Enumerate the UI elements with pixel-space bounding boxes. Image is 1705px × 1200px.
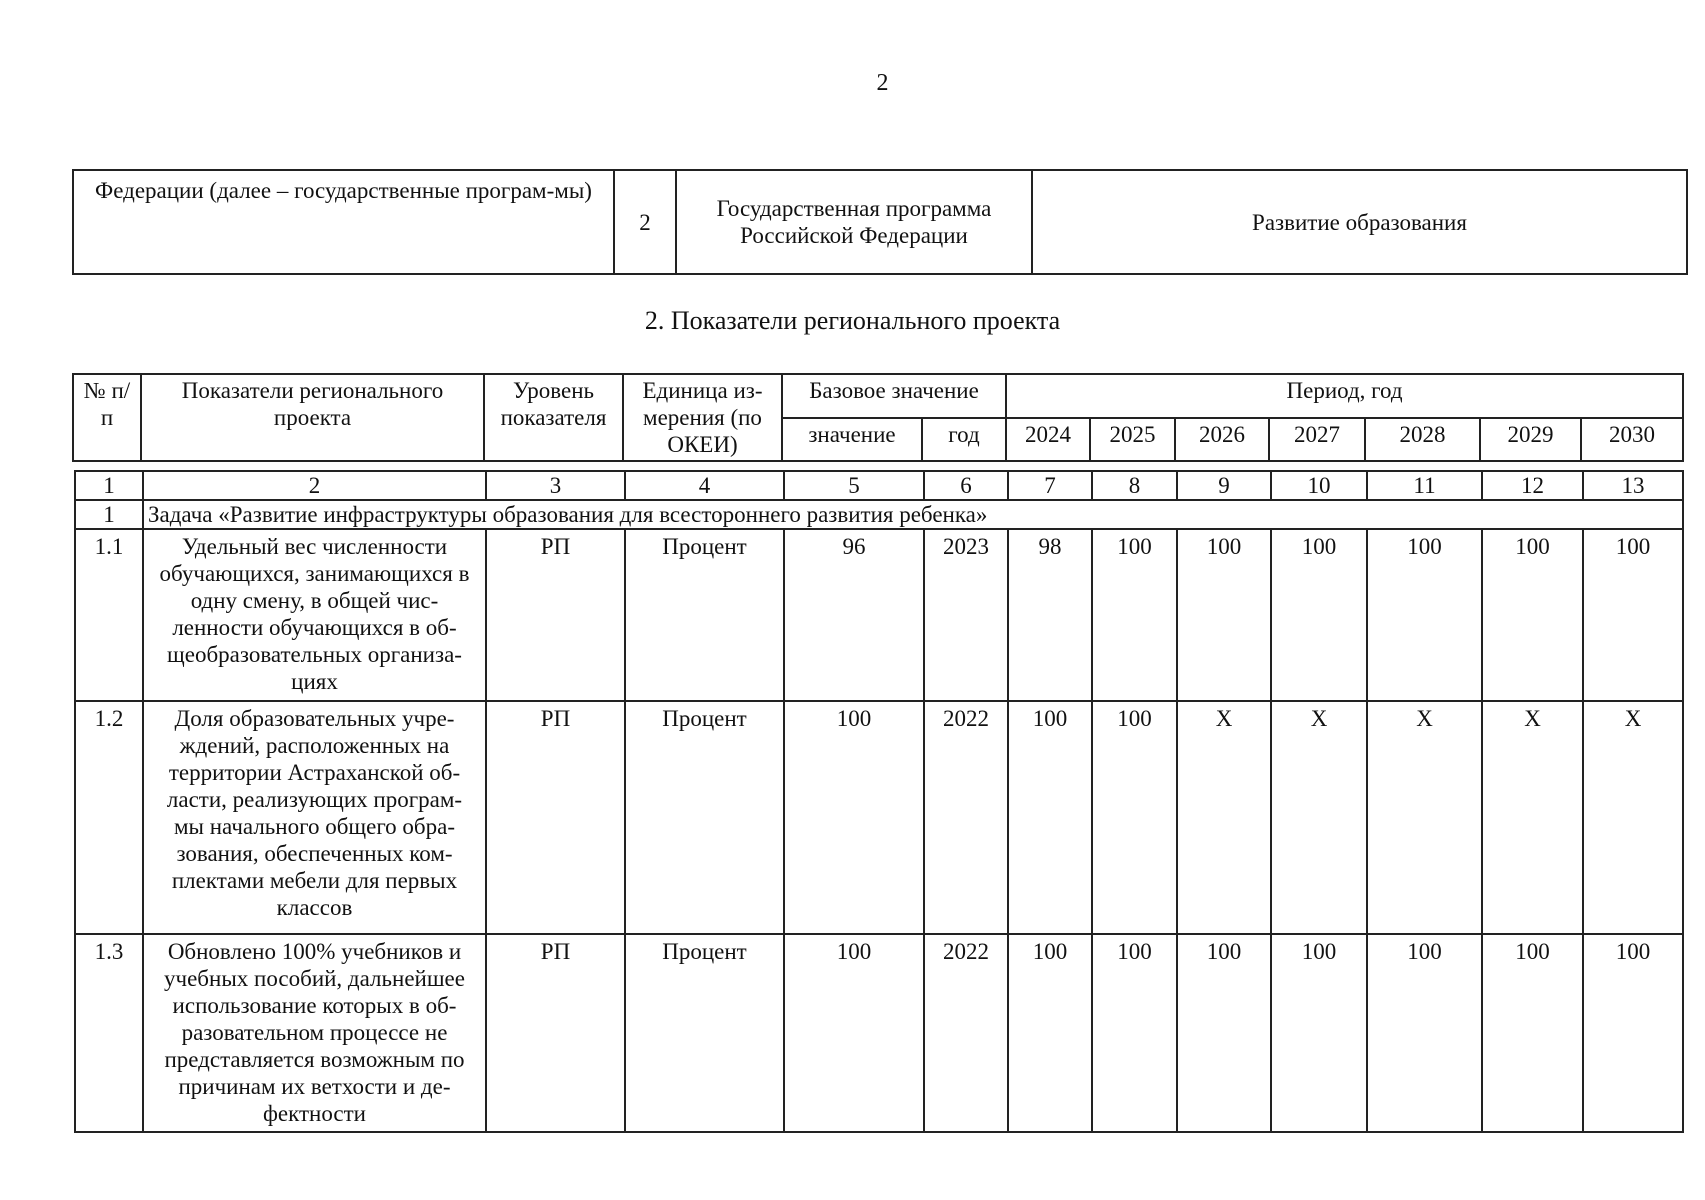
row-num: 1.1 [75, 529, 143, 701]
header-year: 2028 [1365, 418, 1480, 462]
column-number: 12 [1482, 471, 1583, 500]
indicators-table [74, 470, 1684, 1133]
row-year-value: 100 [1177, 934, 1271, 1132]
header-indicator: Показатели регионального проекта [141, 374, 484, 461]
column-number: 6 [924, 471, 1008, 500]
row-indicator-name: Обновлено 100% учебников и учебных пособий, дальнейшее использование которых в об-разовательном процессе не представляется возможным по причинам их ветхости и де-фектности [143, 934, 486, 1132]
row-indicator-name: Доля образовательных учре-ждений, расположенных на территории Астраханской об-ласти, реализующих програм-мы начального общего обра-зования, обеспеченных ком-плектами мебели для первых классов [143, 701, 486, 934]
column-number: 3 [486, 471, 625, 500]
row-year-value: 100 [1008, 934, 1092, 1132]
task-num: 1 [75, 500, 143, 529]
column-number: 11 [1367, 471, 1482, 500]
program-info-number: 2 [614, 170, 676, 274]
section-title: 2. Показатели регионального проекта [644, 306, 1061, 335]
row-unit: Процент [625, 701, 784, 934]
row-base-year: 2022 [924, 701, 1008, 934]
indicators-header-table [72, 373, 1684, 462]
task-row [75, 500, 1683, 529]
row-base-value: 96 [784, 529, 924, 701]
program-info-table [72, 169, 1688, 275]
row-base-value: 100 [784, 701, 924, 934]
header-unit: Единица из-мерения (по ОКЕИ) [623, 374, 782, 461]
row-year-value: 100 [1008, 701, 1092, 934]
row-base-year: 2022 [924, 934, 1008, 1132]
row-year-value: 100 [1583, 529, 1683, 701]
row-base-value: 100 [784, 934, 924, 1132]
row-year-value: X [1482, 701, 1583, 934]
row-level: РП [486, 529, 625, 701]
row-base-year: 2023 [924, 529, 1008, 701]
row-year-value: 100 [1367, 529, 1482, 701]
row-unit: Процент [625, 529, 784, 701]
row-year-value: 100 [1092, 701, 1177, 934]
row-year-value: 100 [1583, 934, 1683, 1132]
column-number: 5 [784, 471, 924, 500]
header-period: Период, год [1006, 374, 1683, 418]
column-number: 10 [1271, 471, 1367, 500]
row-year-value: X [1271, 701, 1367, 934]
header-year: 2029 [1480, 418, 1581, 462]
program-type-cell: Государственная программа Российской Федерации [676, 170, 1032, 274]
header-year: 2025 [1090, 418, 1175, 462]
program-name-cell: Развитие образования [1032, 170, 1687, 274]
task-text: Задача «Развитие инфраструктуры образования для всестороннего развития ребенка» [143, 500, 1683, 529]
column-number: 9 [1177, 471, 1271, 500]
column-number: 8 [1092, 471, 1177, 500]
row-num: 1.2 [75, 701, 143, 934]
row-level: РП [486, 934, 625, 1132]
header-row-1 [73, 374, 1683, 418]
row-year-value: 100 [1271, 529, 1367, 701]
row-year-value: 100 [1092, 934, 1177, 1132]
program-info-left-text: Федерации (далее – государственные програм-мы) [73, 170, 614, 274]
column-number: 2 [143, 471, 486, 500]
header-num: № п/п [73, 374, 141, 461]
table-row [75, 934, 1683, 1132]
header-year: 2027 [1269, 418, 1365, 462]
row-year-value: 100 [1367, 934, 1482, 1132]
row-indicator-name: Удельный вес численности обучающихся, занимающихся в одну смену, в общей чис-ленности обучающихся в об-щеобразовательных организа-циях [143, 529, 486, 701]
row-year-value: 100 [1482, 934, 1583, 1132]
row-level: РП [486, 701, 625, 934]
column-number: 7 [1008, 471, 1092, 500]
row-year-value: 98 [1008, 529, 1092, 701]
header-base-year: год [922, 418, 1006, 462]
row-unit: Процент [625, 934, 784, 1132]
program-info-row [73, 170, 1687, 274]
row-year-value: X [1177, 701, 1271, 934]
row-year-value: X [1367, 701, 1482, 934]
table-row [75, 529, 1683, 701]
row-year-value: X [1583, 701, 1683, 934]
header-base-value: значение [782, 418, 922, 462]
column-number: 1 [75, 471, 143, 500]
header-year: 2030 [1581, 418, 1683, 462]
table-row [75, 701, 1683, 934]
column-numbers-row [75, 471, 1683, 500]
header-level: Уровень показателя [484, 374, 623, 461]
column-number: 13 [1583, 471, 1683, 500]
row-year-value: 100 [1092, 529, 1177, 701]
header-year: 2024 [1006, 418, 1090, 462]
page-number: 2 [876, 70, 889, 96]
row-num: 1.3 [75, 934, 143, 1132]
header-base: Базовое значение [782, 374, 1006, 418]
column-number: 4 [625, 471, 784, 500]
row-year-value: 100 [1482, 529, 1583, 701]
row-year-value: 100 [1271, 934, 1367, 1132]
row-year-value: 100 [1177, 529, 1271, 701]
header-year: 2026 [1175, 418, 1269, 462]
